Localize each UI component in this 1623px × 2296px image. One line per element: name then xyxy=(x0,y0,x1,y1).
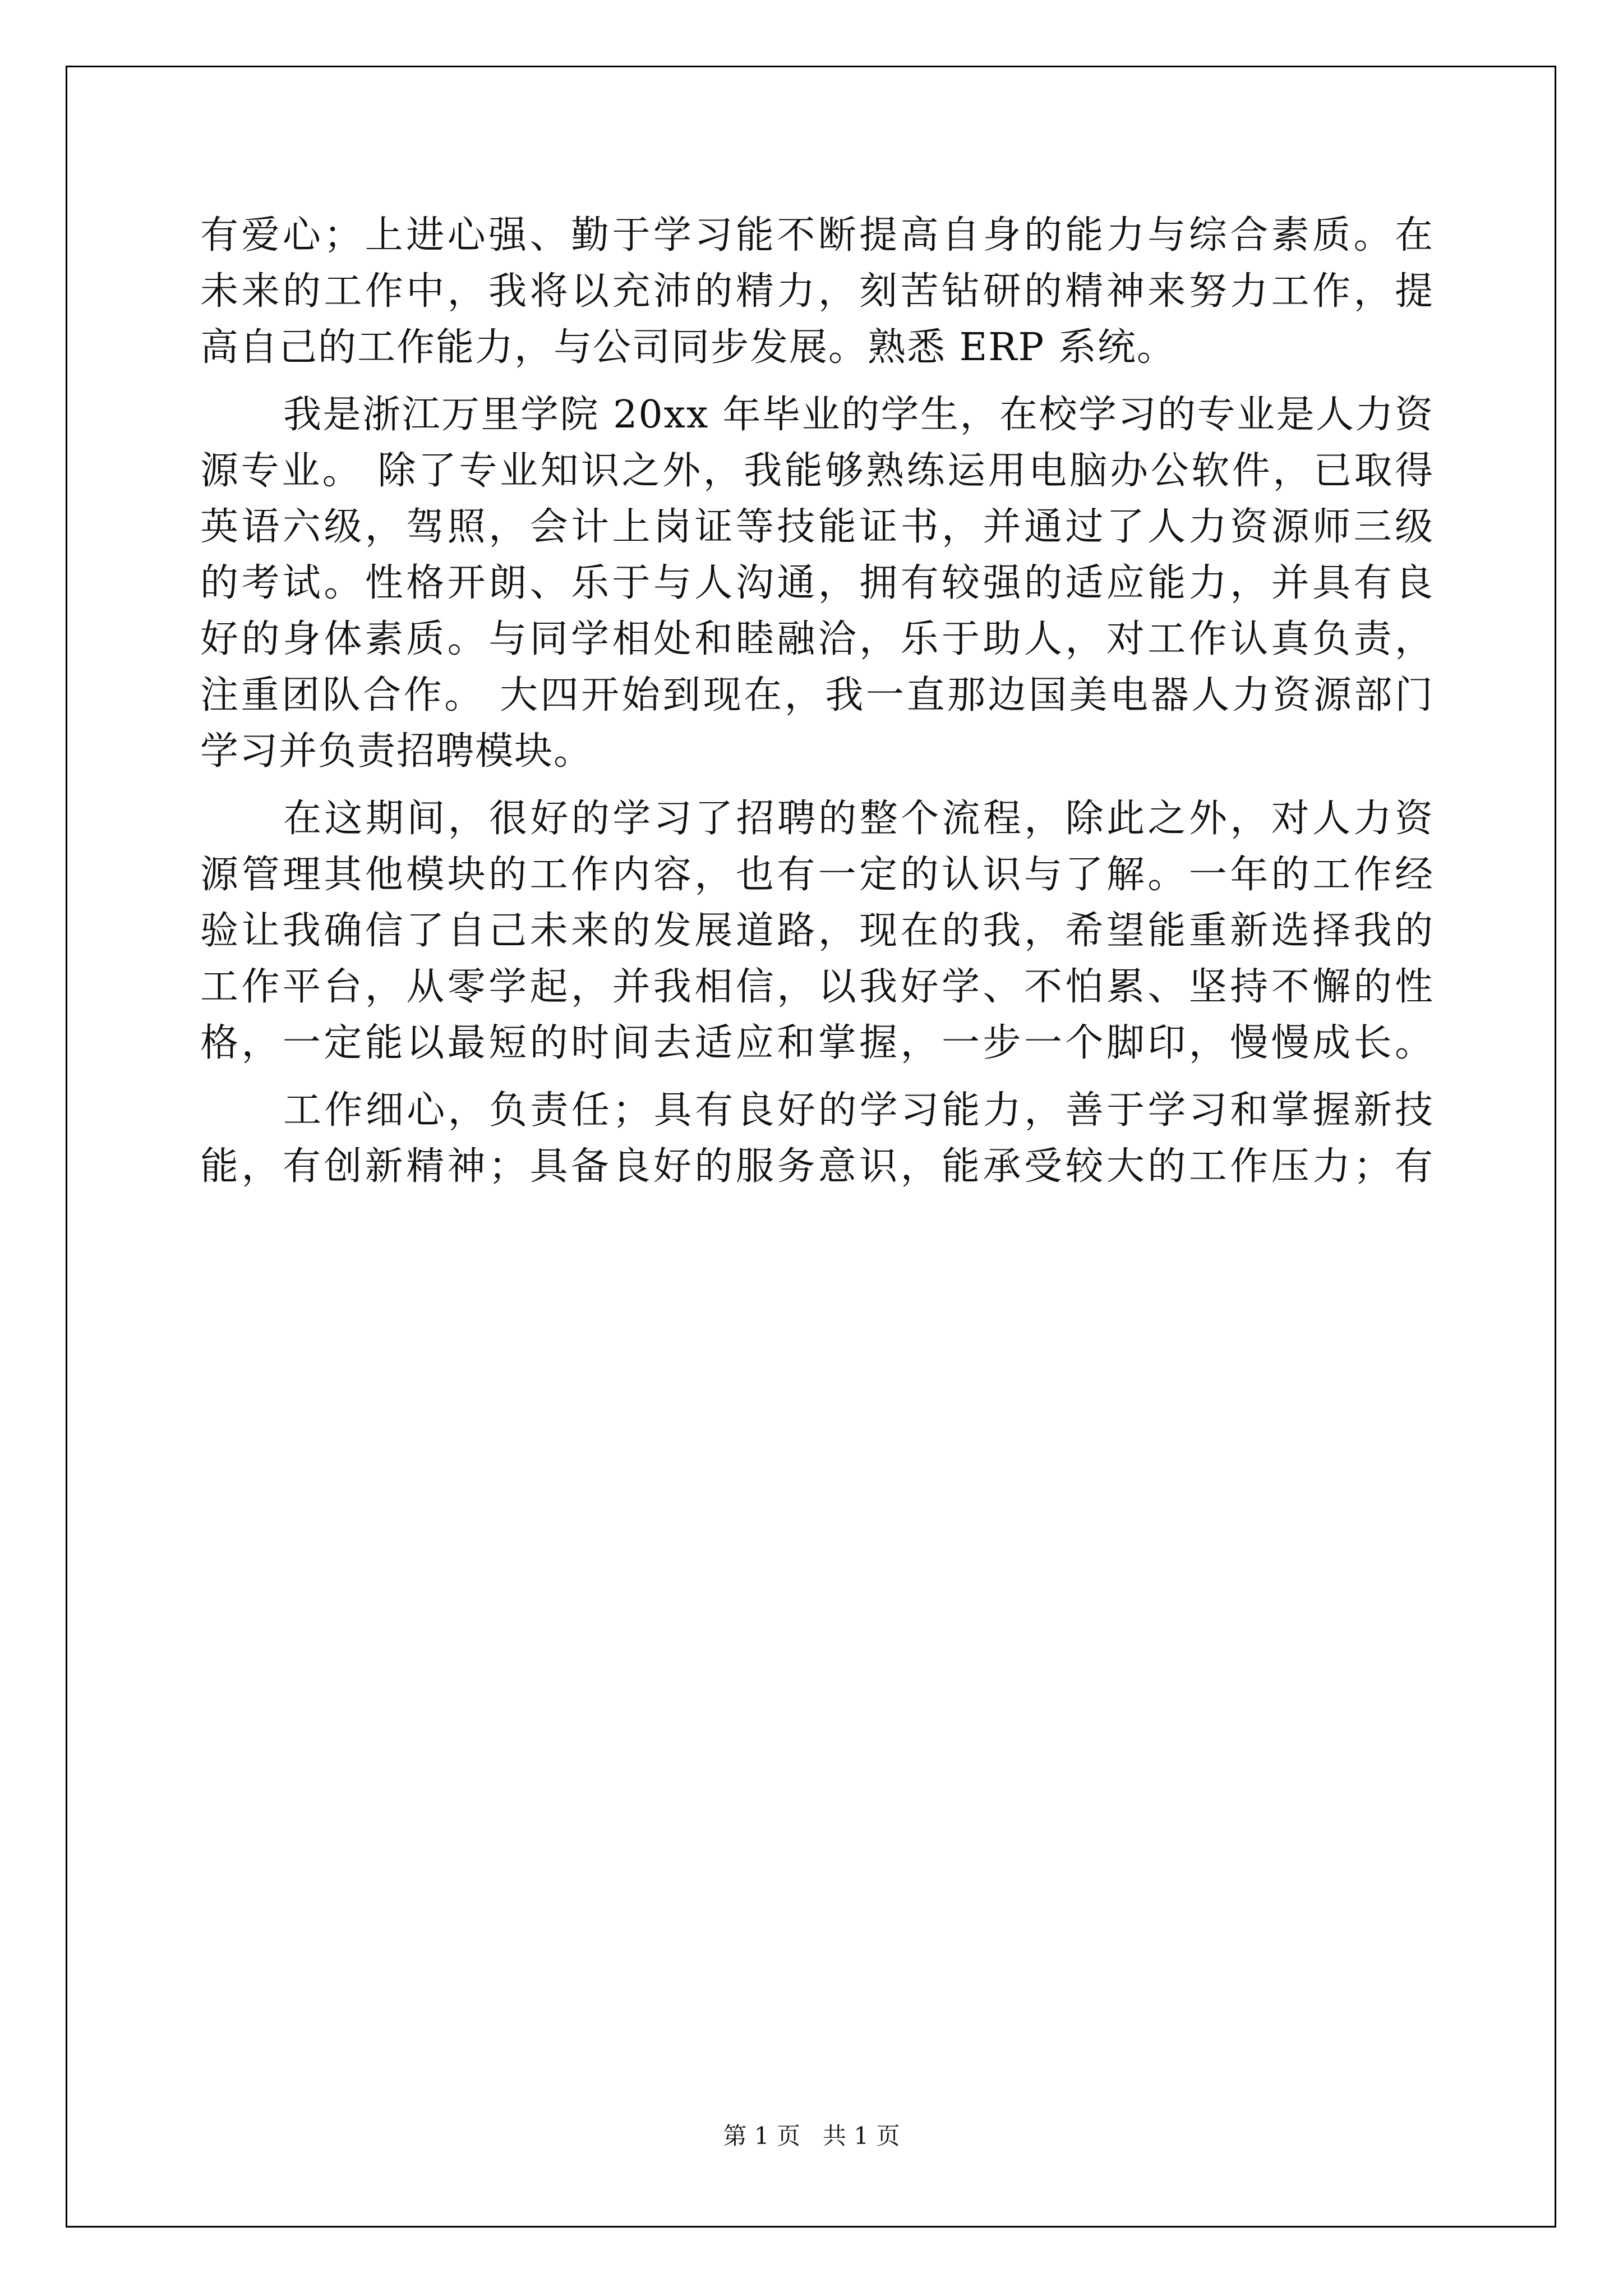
text-line: 的考试。性格开朗、乐于与人沟通，拥有较强的适应能力，并具有良 xyxy=(200,561,1434,605)
text-line: 我是浙江万里学院 20xx 年毕业的学生，在校学习的专业是人力资 xyxy=(283,393,1434,437)
text-line: 好的身体素质。与同学相处和睦融洽，乐于助人，对工作认真负责， xyxy=(200,617,1434,661)
text-line: 验让我确信了自己未来的发展道路，现在的我，希望能重新选择我的 xyxy=(200,909,1434,953)
text-line: 注重团队合作。 大四开始到现在，我一直那边国美电器人力资源部门 xyxy=(200,673,1434,717)
text-line: 学习并负责招聘模块。 xyxy=(200,729,593,774)
text-line: 源管理其他模块的工作内容，也有一定的认识与了解。一年的工作经 xyxy=(200,853,1434,897)
text-line: 工作平台，从零学起，并我相信，以我好学、不怕累、坚持不懈的性 xyxy=(200,965,1434,1009)
text-line: 格，一定能以最短的时间去适应和掌握，一步一个脚印，慢慢成长。 xyxy=(200,1021,1434,1065)
text-line: 在这期间，很好的学习了招聘的整个流程，除此之外，对人力资 xyxy=(283,797,1434,841)
text-line: 英语六级，驾照，会计上岗证等技能证书，并通过了人力资源师三级 xyxy=(200,505,1434,549)
page-number-footer: 第 1 页 共 1 页 xyxy=(723,2122,900,2150)
text-line: 源专业。 除了专业知识之外，我能够熟练运用电脑办公软件，已取得 xyxy=(200,449,1434,493)
text-line: 能，有创新精神；具备良好的服务意识，能承受较大的工作压力；有 xyxy=(200,1144,1434,1189)
text-line: 有爱心；上进心强、勤于学习能不断提高自身的能力与综合素质。在 xyxy=(200,213,1434,257)
text-line: 高自己的工作能力，与公司同步发展。熟悉 ERP 系统。 xyxy=(200,325,1176,370)
text-line: 工作细心，负责任；具有良好的学习能力，善于学习和掌握新技 xyxy=(283,1088,1434,1133)
text-line: 未来的工作中，我将以充沛的精力，刻苦钻研的精神来努力工作，提 xyxy=(200,269,1434,314)
